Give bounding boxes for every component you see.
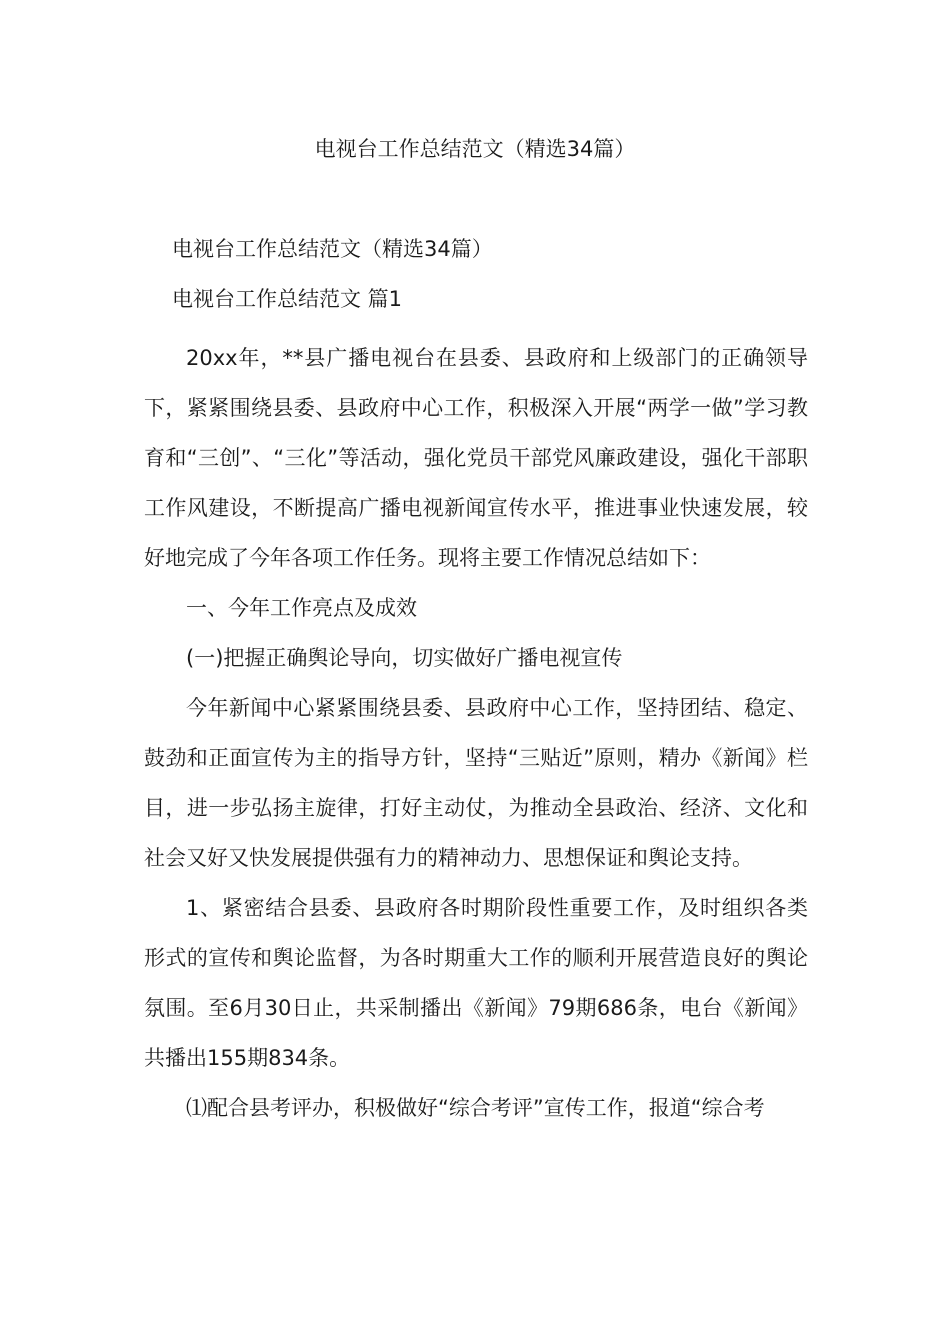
document-body [144, 333, 808, 1133]
paragraph-item-1: 1、紧密结合县委、县政府各时期阶段性重要工作，及时组织各类形式的宣传和舆论监督，为各时期重大工作的顺利开展营造良好的舆论氛围。至6月30日止，共采制播出《新闻》79期686条，电台《新闻》共播出155期834条。 [144, 896, 808, 1070]
document-title: 电视台工作总结范文（精选34篇） [314, 137, 636, 161]
document-subtitle: 电视台工作总结范文（精选34篇） [172, 237, 493, 261]
paragraph-news-center: 今年新闻中心紧紧围绕县委、县政府中心工作，坚持团结、稳定、鼓劲和正面宣传为主的指导方针，坚持“三贴近”原则，精办《新闻》栏目，进一步弘扬主旋律，打好主动仗，为推动全县政治、经济、文化和社会又好又快发展提供强有力的精神动力、思想保证和舆论支持。 [144, 696, 808, 870]
paragraph-intro: 20xx年，**县广播电视台在县委、县政府和上级部门的正确领导下，紧紧围绕县委、县政府中心工作，积极深入开展“两学一做”学习教育和“三创”、“三化”等活动，强化党员干部党风廉政建设，强化干部职工作风建设，不断提高广播电视新闻宣传水平，推进事业快速发展，较好地完成了今年各项工作任务。现将主要工作情况总结如下： [144, 346, 808, 570]
section-heading: 电视台工作总结范文 篇1 [172, 287, 403, 311]
subheading-guidance: (一)把握正确舆论导向，切实做好广播电视宣传 [186, 646, 623, 670]
paragraph-item-1-sub-1: ⑴配合县考评办，积极做好“综合考评”宣传工作，报道“综合考 [186, 1096, 765, 1120]
heading-highlights: 一、今年工作亮点及成效 [186, 596, 417, 620]
